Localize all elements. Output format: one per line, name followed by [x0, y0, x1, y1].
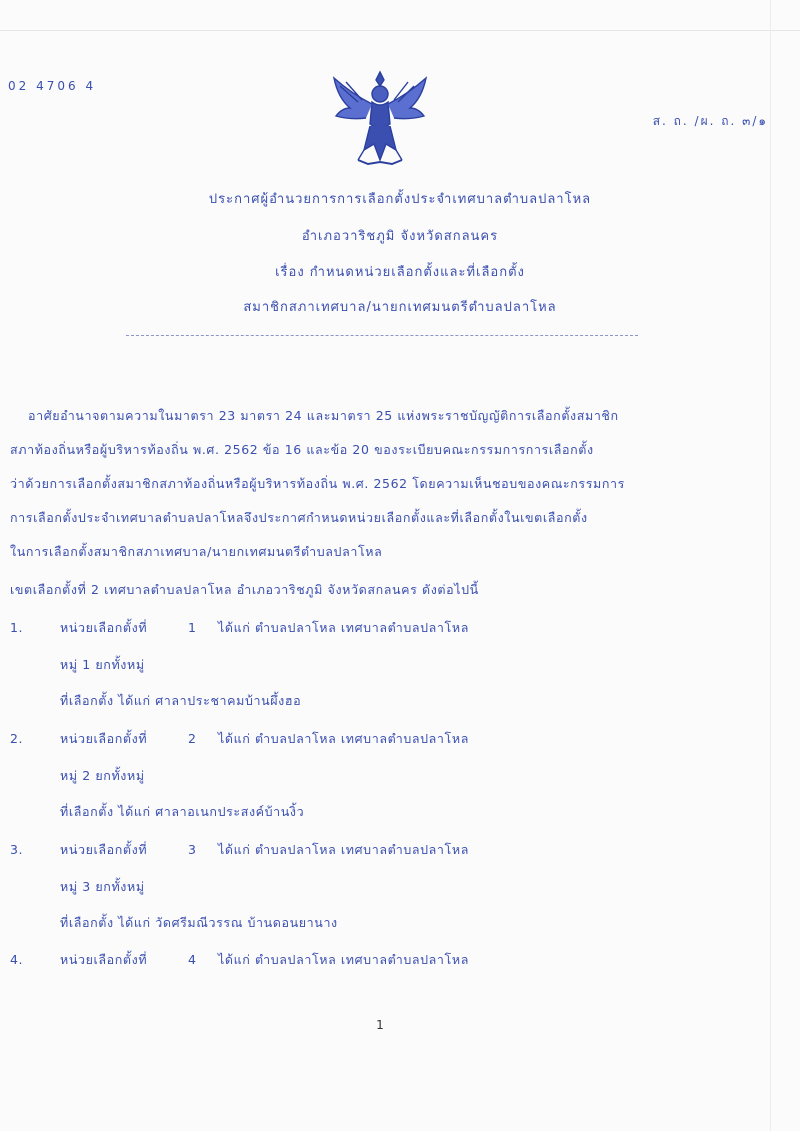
unit-label: หน่วยเลือกตั้งที่ [60, 731, 148, 746]
unit-item-number: 4. [10, 952, 24, 967]
unit-detail: ได้แก่ ตำบลปลาโหล เทศบาลตำบลปลาโหล [218, 842, 469, 857]
unit-item-number: 1. [10, 620, 24, 635]
unit-detail: ได้แก่ ตำบลปลาโหล เทศบาลตำบลปลาโหล [218, 731, 469, 746]
constituency-line: เขตเลือกตั้งที่ 2 เทศบาลตำบลปลาโหล อำเภอวาริชภูมิ จังหวัดสกลนคร ดังต่อไปนี้ [10, 582, 479, 597]
unit-detail: ได้แก่ ตำบลปลาโหล เทศบาลตำบลปลาโหล [218, 620, 469, 635]
unit-label: หน่วยเลือกตั้งที่ [60, 952, 148, 967]
unit-item-number: 2. [10, 731, 24, 746]
district-province-line: อำเภอวาริชภูมิ จังหวัดสกลนคร [301, 229, 499, 244]
unit-number: 2 [188, 731, 197, 746]
unit-village: หมู่ 3 ยกทั้งหมู่ [60, 879, 145, 894]
body-paragraph-line: ในการเลือกตั้งสมาชิกสภาเทศบาล/นายกเทศมนตรีตำบลปลาโหล [10, 544, 383, 559]
polling-unit-row [10, 729, 469, 749]
form-code: ส. ถ. /ผ. ถ. ๓/๑ [652, 114, 768, 128]
scan-edge-line [0, 30, 800, 31]
subject-line: เรื่อง กำหนดหน่วยเลือกตั้งและที่เลือกตั้ง [275, 265, 525, 280]
document-id: 02 4706 4 [8, 79, 97, 93]
election-type-line: สมาชิกสภาเทศบาล/นายกเทศมนตรีตำบลปลาโหล [243, 300, 557, 315]
unit-number: 3 [188, 842, 197, 857]
unit-village: หมู่ 1 ยกทั้งหมู่ [60, 657, 145, 672]
polling-unit-row [10, 840, 469, 860]
unit-polling-place: ที่เลือกตั้ง ได้แก่ ศาลาประชาคมบ้านผึ้งฮอ [60, 693, 302, 708]
unit-polling-place: ที่เลือกตั้ง ได้แก่ วัดศรีมณีวรรณ บ้านดอนยานาง [60, 915, 338, 930]
unit-detail: ได้แก่ ตำบลปลาโหล เทศบาลตำบลปลาโหล [218, 952, 469, 967]
announcement-title: ประกาศผู้อำนวยการการเลือกตั้งประจำเทศบาลตำบลปลาโหล [208, 192, 592, 207]
unit-village: หมู่ 2 ยกทั้งหมู่ [60, 768, 145, 783]
title-divider [126, 335, 638, 336]
unit-label: หน่วยเลือกตั้งที่ [60, 842, 148, 857]
page-number: 1 [376, 1018, 384, 1032]
unit-polling-place: ที่เลือกตั้ง ได้แก่ ศาลาอเนกประสงค์บ้านงิ้ว [60, 804, 305, 819]
body-paragraph-line: ว่าด้วยการเลือกตั้งสมาชิกสภาท้องถิ่นหรือผู้บริหารท้องถิ่น พ.ศ. 2562 โดยความเห็นชอบของคณะกรรมการ [10, 476, 625, 491]
unit-label: หน่วยเลือกตั้งที่ [60, 620, 148, 635]
body-paragraph-line: สภาท้องถิ่นหรือผู้บริหารท้องถิ่น พ.ศ. 2562 ข้อ 16 และข้อ 20 ของระเบียบคณะกรรมการการเลือกตั้ง [10, 442, 594, 457]
unit-number: 4 [188, 952, 197, 967]
scan-right-edge [770, 0, 771, 1131]
unit-number: 1 [188, 620, 197, 635]
polling-unit-row [10, 618, 469, 638]
polling-unit-row [10, 950, 469, 970]
unit-item-number: 3. [10, 842, 24, 857]
body-paragraph-line: อาศัยอำนาจตามความในมาตรา 23 มาตรา 24 และมาตรา 25 แห่งพระราชบัญญัติการเลือกตั้งสมาชิก [28, 408, 619, 423]
body-paragraph-line: การเลือกตั้งประจำเทศบาลตำบลปลาโหลจึงประกาศกำหนดหน่วยเลือกตั้งและที่เลือกตั้งในเขตเลือกตั้ง [10, 510, 588, 525]
garuda-emblem-icon [328, 64, 432, 172]
